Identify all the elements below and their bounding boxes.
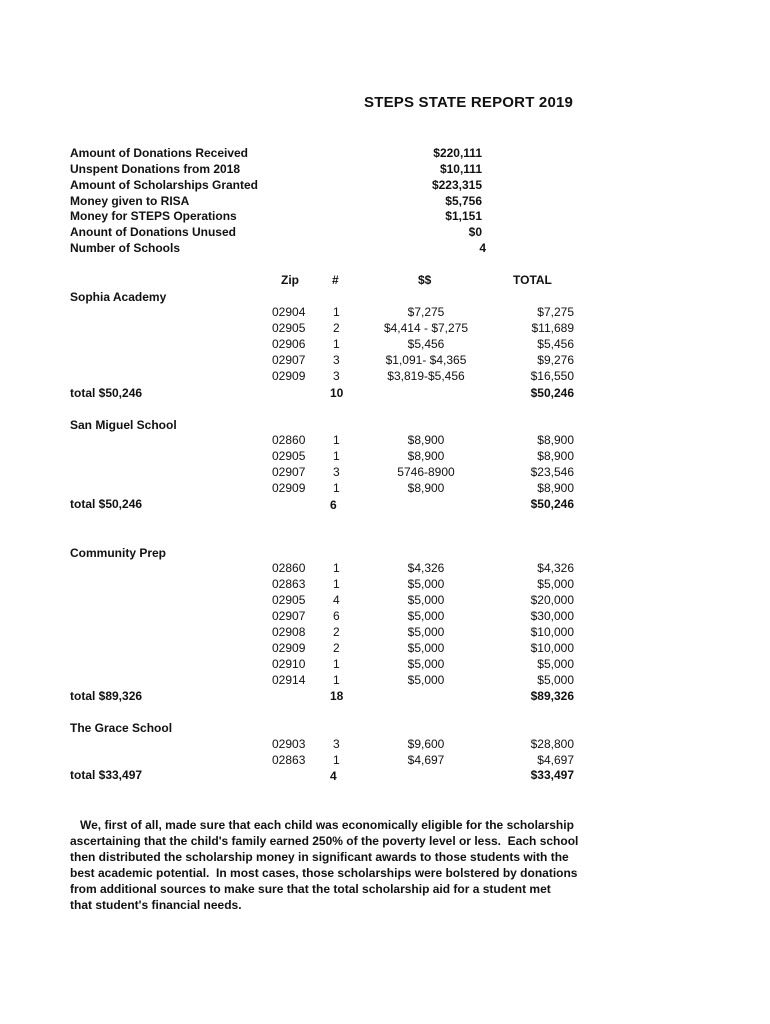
row-total: $8,900	[537, 449, 574, 463]
row-total: $8,900	[537, 481, 574, 495]
row-total: $4,697	[537, 753, 574, 767]
row-zip: 02905	[272, 449, 306, 463]
row-zip: 02903	[272, 737, 306, 751]
school-total-count: 10	[330, 386, 344, 400]
row-total: $11,689	[531, 321, 574, 335]
row-count: 1	[333, 337, 340, 351]
summary-label: Amount of Donations Received	[70, 146, 249, 160]
paragraph-line: We, first of all, made sure that each child was economically eligible for the scholarship	[70, 818, 574, 832]
row-zip: 02860	[272, 561, 306, 575]
row-amount: $1,091- $4,365	[385, 353, 467, 367]
page-title: STEPS STATE REPORT 2019	[364, 94, 574, 111]
row-zip: 02907	[272, 353, 306, 367]
summary-value: $5,756	[445, 194, 482, 208]
school-name: San Miguel School	[70, 418, 177, 432]
row-total: $10,000	[530, 625, 574, 639]
row-total: $16,550	[530, 369, 574, 383]
summary-value: 4	[479, 241, 486, 255]
header-total: TOTAL	[513, 273, 552, 287]
row-zip: 02907	[272, 609, 306, 623]
school-total-sum: $50,246	[530, 497, 574, 511]
row-zip: 02860	[272, 433, 306, 447]
row-total: $28,800	[530, 737, 574, 751]
closing-paragraph	[70, 817, 630, 913]
school-total-sum: $50,246	[530, 386, 574, 400]
row-count: 2	[333, 625, 340, 639]
school-name: The Grace School	[70, 721, 173, 735]
row-amount: $5,000	[407, 625, 445, 639]
row-amount: $4,326	[407, 561, 445, 575]
school-total-label: total $89,326	[70, 689, 143, 703]
summary-label: Anount of Donations Unused	[70, 225, 236, 239]
row-amount: $5,000	[407, 641, 445, 655]
row-count: 2	[333, 641, 340, 655]
row-count: 1	[333, 433, 340, 447]
row-amount: $5,000	[407, 577, 445, 591]
paragraph-line: that student's financial needs.	[70, 898, 242, 912]
row-zip: 02908	[272, 625, 306, 639]
row-zip: 02863	[272, 753, 306, 767]
summary-label: Unspent Donations from 2018	[70, 162, 241, 176]
row-total: $9,276	[537, 353, 574, 367]
row-total: $5,456	[537, 337, 574, 351]
row-count: 1	[333, 305, 340, 319]
row-zip: 02909	[272, 481, 306, 495]
paragraph-line: best academic potential. In most cases, those scholarships were bolstered by donations	[70, 866, 578, 880]
row-amount: $8,900	[407, 449, 445, 463]
school-total-count: 4	[330, 769, 337, 783]
school-total-count: 6	[330, 498, 337, 512]
header-zip: Zip	[281, 273, 299, 287]
row-total: $8,900	[537, 433, 574, 447]
row-zip: 02905	[272, 321, 306, 335]
row-total: $20,000	[530, 593, 574, 607]
summary-label: Money for STEPS Operations	[70, 209, 237, 223]
row-amount: $5,456	[407, 337, 445, 351]
row-amount: $3,819-$5,456	[387, 369, 465, 383]
row-count: 2	[333, 321, 340, 335]
paragraph-line: then distributed the scholarship money in significant awards to those students with the	[70, 850, 569, 864]
row-count: 1	[333, 577, 340, 591]
row-zip: 02904	[272, 305, 306, 319]
row-total: $23,546	[530, 465, 574, 479]
row-amount: $8,900	[407, 433, 445, 447]
row-total: $5,000	[537, 577, 574, 591]
row-amount: $4,697	[407, 753, 445, 767]
school-total-count: 18	[330, 689, 344, 703]
school-name: Sophia Academy	[70, 290, 167, 304]
row-zip: 02910	[272, 657, 306, 671]
row-zip: 02905	[272, 593, 306, 607]
row-count: 6	[333, 609, 340, 623]
summary-value: $223,315	[431, 178, 482, 192]
row-amount: 5746-8900	[397, 465, 455, 479]
summary-value: $1,151	[445, 209, 482, 223]
row-amount: $4,414 - $7,275	[383, 321, 469, 335]
summary-value: $0	[468, 225, 482, 239]
paragraph-line: ascertaining that the child's family earned 250% of the poverty level or less. Each school	[70, 834, 579, 848]
row-count: 1	[333, 449, 340, 463]
summary-label: Amount of Scholarships Granted	[70, 178, 259, 192]
row-count: 1	[333, 561, 340, 575]
row-amount: $5,000	[407, 593, 445, 607]
row-count: 4	[333, 593, 340, 607]
row-amount: $8,900	[407, 481, 445, 495]
row-zip: 02906	[272, 337, 306, 351]
row-amount: $7,275	[407, 305, 445, 319]
row-amount: $5,000	[407, 673, 445, 687]
header-amount: $$	[418, 273, 432, 287]
row-count: 3	[333, 353, 340, 367]
row-amount: $5,000	[407, 609, 445, 623]
summary-value: $220,111	[433, 146, 482, 160]
paragraph-line: from additional sources to make sure that the total scholarship aid for a student met	[70, 882, 551, 896]
row-count: 3	[333, 737, 340, 751]
row-zip: 02907	[272, 465, 306, 479]
school-total-sum: $89,326	[530, 689, 574, 703]
row-zip: 02863	[272, 577, 306, 591]
school-name: Community Prep	[70, 546, 167, 560]
row-count: 1	[333, 753, 340, 767]
row-total: $10,000	[530, 641, 574, 655]
summary-label: Money given to RISA	[70, 194, 190, 208]
row-amount: $9,600	[407, 737, 445, 751]
row-total: $4,326	[537, 561, 574, 575]
school-total-label: total $50,246	[70, 386, 143, 400]
summary-value: $10,111	[439, 162, 482, 176]
school-total-label: total $50,246	[70, 497, 143, 511]
row-count: 3	[333, 465, 340, 479]
school-total-label: total $33,497	[70, 768, 143, 782]
row-count: 3	[333, 369, 340, 383]
row-total: $5,000	[537, 657, 574, 671]
row-count: 1	[333, 481, 340, 495]
summary-label: Number of Schools	[70, 241, 181, 255]
row-total: $30,000	[530, 609, 574, 623]
row-zip: 02909	[272, 641, 306, 655]
row-zip: 02914	[272, 673, 306, 687]
row-count: 1	[333, 657, 340, 671]
row-amount: $5,000	[407, 657, 445, 671]
row-count: 1	[333, 673, 340, 687]
row-total: $7,275	[537, 305, 574, 319]
row-total: $5,000	[537, 673, 574, 687]
row-zip: 02909	[272, 369, 306, 383]
school-total-sum: $33,497	[530, 768, 574, 782]
header-count: #	[332, 273, 339, 287]
